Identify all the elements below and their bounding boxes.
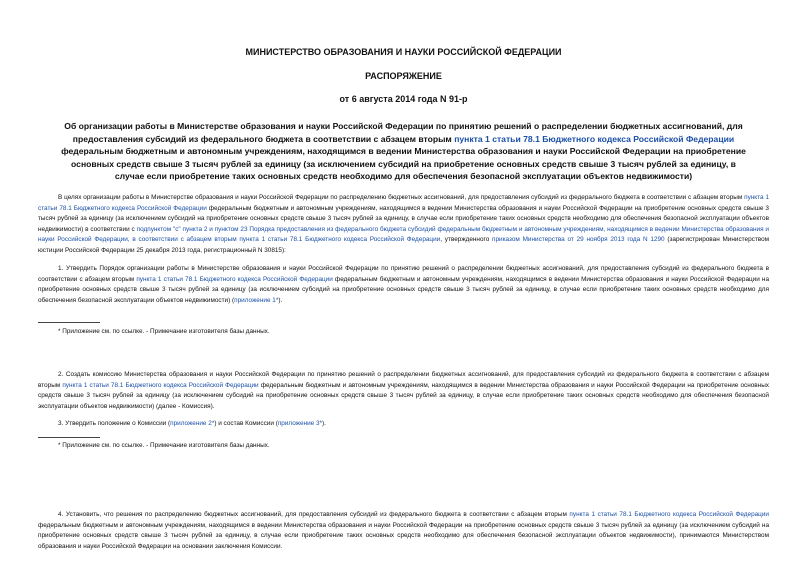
appendix-3-link[interactable]: приложение 3*: [277, 420, 323, 427]
appendix-2-link[interactable]: приложение 2*: [170, 420, 215, 427]
paragraph-text: федеральным бюджетным и автономным учреждениям, находящимся в ведении Министерства образования и науки Российской Федерации на приобретение основных средств свыше 3 тысяч рублей за единицу (за исключением субсидий на приобретение основных средств свыше 3 тысяч рублей за единицу, в случае если приобретение таких основных средств необходимо для обеспечения безопасной эксплуатации объектов недвижимости) в соответствии с: [38, 204, 769, 233]
item-1-paragraph: [38, 264, 769, 306]
preamble-paragraph: [38, 193, 769, 257]
budget-code-link[interactable]: пункта 1 статьи 78.1 Бюджетного кодекса Российской Федерации: [454, 133, 735, 144]
order-link[interactable]: приказом Министерства от 29 ноября 2013 года N 1290: [492, 236, 665, 244]
footnote-divider: [38, 437, 100, 438]
document-title: [60, 120, 747, 183]
paragraph-text: федеральным бюджетным и автономным учреждениям, находящимся в ведении Министерства образования и науки Российской Федерации на приобретение основных средств свыше 3 тысяч рублей за единицу (за исключением субсидий на приобретение основных средств свыше 3 тысяч рублей за единицу, в случае если приобретение таких основных средств необходимо для обеспечения безопасной эксплуатации объектов недвижимости) (: [38, 275, 770, 304]
document-type: РАСПОРЯЖЕНИЕ: [365, 71, 442, 81]
footnote-2: * Приложение см. по ссылке. - Примечание изготовителя базы данных.: [58, 442, 270, 449]
paragraph-text: (зарегистрирован Министерством юстиции Российской Федерации 25 декабря 2013 года, регистрационный N 30815):: [38, 236, 770, 254]
paragraph-text: ).: [322, 420, 326, 427]
document-date-number: от 6 августа 2014 года N 91-р: [339, 94, 468, 104]
paragraph-text: федеральным бюджетным и автономным учреждениям, находящимся в ведении Министерства образования и науки Российской Федерации на приобретение основных средств свыше 3 тысяч рублей за единицу (за исключением субсидий на приобретение основных средств свыше 3 тысяч рублей за единицу, в случае если приобретение таких основных средств необходимо для обеспечения безопасной эксплуатации объектов недвижимости), принимаются Министерством образования и науки Российской Федерации на основании заключения Комиссии.: [38, 521, 769, 550]
paragraph-text: федеральным бюджетным и автономным учреждениям, находящимся в ведении Министерства образования и науки Российской Федерации на приобретение основных средств свыше 3 тысяч рублей за единицу (за исключением субсидий на приобретение основных средств свыше 3 тысяч рублей за единицу, в случае если приобретение таких основных средств необходимо для обеспечения безопасной эксплуатации объектов недвижимости) (далее - Комиссия).: [38, 381, 769, 410]
budget-code-link[interactable]: пункта 1 статьи 78.1 Бюджетного кодекса Российской Федерации: [62, 381, 259, 389]
footnote-1: * Приложение см. по ссылке. - Примечание изготовителя базы данных.: [58, 328, 270, 335]
title-text: федеральным бюджетным и автономным учреждениям, находящимся в ведении Министерства образования и науки Российской Федерации на приобретение основных средств свыше 3 тысяч рублей за единицу (за исключением субсидий на приобретение основных средств свыше 3 тысяч рублей за единицу, в случае если приобретение таких основных средств необходимо для обеспечения безопасной эксплуатации объектов недвижимости): [61, 146, 746, 181]
ministry-heading: МИНИСТЕРСТВО ОБРАЗОВАНИЯ И НАУКИ РОССИЙСКОЙ ФЕДЕРАЦИИ: [245, 47, 562, 57]
title-text: Об организации работы в Министерстве образования и науки Российской Федерации по принятию решений о распределении бюджетных ассигнований, для предоставления субсидий из федерального бюджета в соответствии с абзацем вторым: [64, 121, 743, 144]
appendix-1-link[interactable]: приложение 1*: [234, 296, 279, 304]
paragraph-text: , утвержденного: [440, 236, 493, 244]
paragraph-text: 2. Создать комиссию Министерства образования и науки Российской Федерации по принятию решений о распределении бюджетных ассигнований, для предоставления субсидий из федерального бюджета в соответствии с абзацем вторым: [38, 371, 769, 389]
item-2-paragraph: [38, 370, 769, 412]
paragraph-text: В целях организации работы в Министерстве образования и науки Российской Федерации по распределению бюджетных ассигнований, для предоставления субсидий из федерального бюджета в соответствии с абзацем вторым: [58, 194, 745, 201]
item-3-paragraph: [38, 419, 769, 430]
footnote-divider: [38, 322, 100, 323]
paragraph-text: 1. Утвердить Порядок организации работы в Министерстве образования и науки Российской Федерации по принятию решений о распределении бюджетных ассигнований, для предоставления субсидий из федерального бюджета в соответствии с абзацем вторым: [38, 265, 769, 283]
procedure-link[interactable]: подпунктом "с" пункта 2 и пунктом 23 Порядка предоставления из федерального бюджета субсидий федеральным бюджетным и автономным учреждениям, находящимся в ведении Министерства образования и науки Российской Федерации, в соответствии с абзацем вторым пункта 1 статьи 78.1 Бюджетного кодекса Российской Федерации: [38, 225, 769, 244]
item-4-paragraph: [38, 510, 769, 552]
paragraph-text: ).: [278, 296, 283, 304]
paragraph-text: 3. Утвердить положение о Комиссии (: [58, 420, 171, 427]
budget-code-link[interactable]: пункта 1 статьи 78.1 Бюджетного кодекса Российской Федерации: [569, 511, 769, 518]
budget-code-link[interactable]: пункта 1 статьи 78.1 Бюджетного кодекса Российской Федерации: [38, 194, 769, 212]
paragraph-text: 4. Установить, что решения по распределению бюджетных ассигнований, для предоставления субсидий из федерального бюджета в соответствии с абзацем вторым: [58, 511, 570, 518]
budget-code-link[interactable]: пункта 1 статьи 78.1 Бюджетного кодекса Российской Федерации: [136, 275, 333, 283]
paragraph-text: ) и состав Комиссии (: [214, 420, 278, 427]
